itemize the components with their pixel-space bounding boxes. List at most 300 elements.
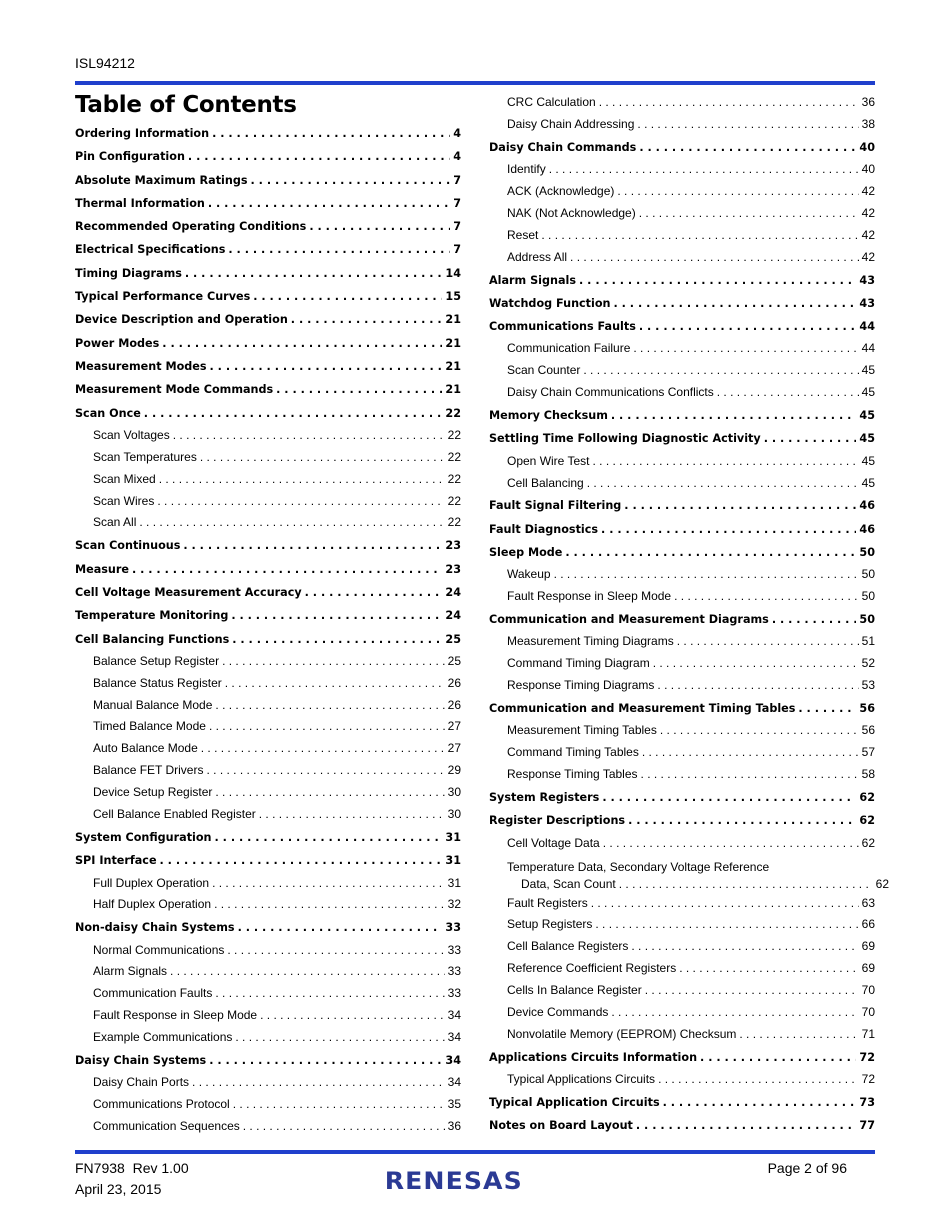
toc-entry-title: Timed Balance Mode [93, 719, 206, 734]
dot-leader [614, 292, 857, 315]
toc-entry-title: Daisy Chain Communications Conflicts [507, 385, 714, 400]
dot-leader [188, 145, 450, 168]
toc-page-number: 24 [445, 609, 461, 623]
toc-entry-title: Cell Balance Enabled Register [93, 807, 256, 822]
dot-leader [159, 469, 445, 491]
toc-entry[interactable] [489, 809, 875, 832]
toc-entry-title: Scan Temperatures [93, 449, 197, 464]
toc-entry-title: Fault Diagnostics [489, 522, 599, 536]
toc-entry[interactable] [75, 447, 461, 469]
toc-entry[interactable] [75, 804, 461, 826]
toc-page-number: 70 [861, 983, 875, 998]
dot-leader [238, 916, 443, 939]
dot-leader [162, 332, 442, 355]
toc-entry[interactable] [75, 1072, 461, 1094]
toc-entry[interactable] [75, 628, 461, 651]
toc-page-number: 70 [861, 1005, 875, 1020]
toc-page-number: 30 [447, 785, 461, 800]
toc-entry-title: Fault Response in Sleep Mode [507, 589, 672, 604]
toc-page-number: 63 [861, 895, 875, 910]
toc-entry[interactable] [75, 512, 461, 534]
toc-entry[interactable] [75, 604, 461, 627]
dot-leader [541, 225, 858, 247]
toc-entry[interactable] [75, 961, 461, 983]
toc-entry[interactable] [489, 494, 875, 517]
toc-page-number: 50 [861, 567, 875, 582]
toc-entry[interactable] [75, 760, 461, 782]
dot-leader [276, 378, 442, 401]
toc-entry-title: Command Timing Diagram [507, 656, 650, 671]
dot-leader [235, 1027, 444, 1049]
toc-entry[interactable] [75, 558, 461, 581]
toc-page-number: 31 [445, 830, 461, 844]
toc-entry-title: Alarm Signals [489, 273, 577, 287]
toc-entry[interactable] [489, 159, 875, 181]
toc-entry-title: Scan Wires [93, 493, 155, 508]
toc-page-number: 22 [447, 449, 461, 464]
doc-date: April 23, 2015 [75, 1181, 162, 1197]
toc-entry[interactable] [489, 1002, 875, 1024]
toc-entry-title: Wakeup [507, 567, 551, 582]
dot-leader [565, 541, 856, 564]
dot-leader [660, 720, 859, 742]
toc-page-number: 23 [445, 562, 461, 576]
toc-entry[interactable] [75, 192, 461, 215]
toc-entry[interactable] [75, 873, 461, 895]
toc-page-number: 33 [447, 986, 461, 1001]
toc-entry-title: Scan Once [75, 406, 141, 420]
toc-entry[interactable] [75, 378, 461, 401]
dot-leader [631, 936, 858, 958]
dot-leader [674, 586, 859, 608]
toc-entry[interactable] [75, 826, 461, 849]
dot-leader [617, 181, 858, 203]
toc-entry-title: Pin Configuration [75, 150, 185, 164]
dot-leader [253, 285, 442, 308]
toc-entry[interactable] [489, 742, 875, 764]
toc-page-number: 21 [445, 336, 461, 350]
toc-entry[interactable] [489, 564, 875, 586]
dot-leader [619, 876, 873, 892]
footer-rule [75, 1150, 875, 1154]
toc-page-number: 31 [445, 854, 461, 868]
toc-entry[interactable] [75, 425, 461, 447]
dot-leader [663, 1091, 857, 1114]
toc-entry-title: Auto Balance Mode [93, 741, 198, 756]
dot-leader [592, 451, 858, 473]
dot-leader [232, 628, 442, 651]
toc-entry-title: Open Wire Test [507, 453, 590, 468]
toc-page-number: 21 [445, 313, 461, 327]
document-id: ISL94212 [75, 55, 135, 71]
toc-entry[interactable] [489, 936, 875, 958]
toc-page-number: 34 [445, 1054, 461, 1068]
toc-entry[interactable] [75, 1027, 461, 1049]
toc-entry[interactable] [75, 916, 461, 939]
dot-leader [591, 893, 859, 915]
toc-entry[interactable] [489, 541, 875, 564]
toc-entry-title: Register Descriptions [489, 814, 626, 828]
toc-entry[interactable] [75, 238, 461, 261]
dot-leader [291, 308, 443, 331]
toc-entry-title: Sleep Mode [489, 546, 563, 560]
toc-page-number: 27 [447, 719, 461, 734]
dot-leader [183, 534, 442, 557]
toc-entry[interactable] [75, 983, 461, 1005]
toc-entry[interactable] [489, 473, 875, 495]
toc-entry[interactable] [489, 518, 875, 541]
doc-revision: FN7938 Rev 1.00 [75, 1160, 189, 1176]
toc-entry-title: Measurement Modes [75, 359, 207, 373]
dot-leader [798, 697, 856, 720]
toc-page-number: 21 [445, 359, 461, 373]
toc-entry[interactable] [489, 292, 875, 315]
toc-entry[interactable] [75, 169, 461, 192]
toc-entry-title: Recommended Operating Conditions [75, 220, 307, 234]
toc-entry[interactable] [75, 716, 461, 738]
toc-entry[interactable] [75, 402, 461, 425]
toc-entry[interactable] [75, 469, 461, 491]
toc-entry[interactable] [489, 1024, 875, 1046]
toc-entry-title: Temperature Monitoring [75, 609, 229, 623]
toc-page-number: 7 [453, 220, 461, 234]
toc-entry-title: ACK (Acknowledge) [507, 183, 615, 198]
toc-entry-title: Communications Faults [489, 320, 636, 334]
dot-leader [309, 215, 450, 238]
toc-entry[interactable] [75, 145, 461, 168]
toc-entry-title: System Registers [489, 791, 600, 805]
toc-page-number: 69 [861, 961, 875, 976]
dot-leader [208, 192, 450, 215]
dot-leader [639, 203, 859, 225]
toc-entry[interactable] [75, 940, 461, 962]
toc-page-number: 62 [861, 835, 875, 850]
toc-entry[interactable] [489, 653, 875, 675]
dot-leader [259, 804, 445, 826]
toc-entry[interactable] [489, 893, 875, 915]
dot-leader [554, 564, 859, 586]
toc-entry-title: Scan Mixed [93, 471, 156, 486]
dot-leader [185, 262, 443, 285]
toc-entry[interactable] [75, 215, 461, 238]
dot-leader [642, 742, 859, 764]
dot-leader [170, 961, 445, 983]
dot-leader [601, 518, 856, 541]
toc-page-number: 36 [861, 95, 875, 109]
header-rule [75, 81, 875, 85]
toc-entry-title: Fault Response in Sleep Mode [93, 1008, 258, 1023]
toc-entry[interactable] [489, 764, 875, 786]
toc-page-number: 56 [859, 702, 875, 716]
toc-page-number: 22 [447, 471, 461, 486]
toc-page-number: 7 [453, 196, 461, 210]
toc-entry[interactable] [489, 1046, 875, 1069]
toc-entry[interactable] [489, 675, 875, 697]
toc-entry-title: CRC Calculation [507, 95, 596, 109]
toc-entry[interactable] [75, 894, 461, 916]
dot-leader [144, 402, 443, 425]
toc-entry-title: Scan Voltages [93, 427, 170, 442]
toc-page-number: 21 [445, 383, 461, 397]
dot-leader [231, 604, 442, 627]
dot-leader [599, 92, 859, 114]
toc-page-number: 22 [447, 493, 461, 508]
toc-entry[interactable] [489, 382, 875, 404]
toc-entry-title: Typical Application Circuits [489, 1095, 660, 1109]
toc-entry-title: Command Timing Tables [507, 745, 639, 760]
toc-entry[interactable] [489, 247, 875, 269]
toc-page-number: 32 [447, 897, 461, 912]
toc-entry[interactable] [489, 203, 875, 225]
toc-entry[interactable] [489, 631, 875, 653]
toc-page-number: 45 [859, 432, 875, 446]
toc-entry-title: Timing Diagrams [75, 266, 182, 280]
toc-entry-title: Daisy Chain Systems [75, 1054, 207, 1068]
toc-entry[interactable] [489, 786, 875, 809]
toc-entry-title: Scan All [93, 515, 137, 530]
dot-leader [215, 695, 444, 717]
toc-entry-title: Settling Time Following Diagnostic Activity [489, 432, 761, 446]
toc-page-number: 23 [445, 539, 461, 553]
dot-leader [173, 425, 445, 447]
dot-leader [214, 894, 445, 916]
dot-leader [583, 360, 858, 382]
toc-page-number: 58 [861, 767, 875, 782]
dot-leader [624, 494, 856, 517]
toc-entry[interactable] [489, 855, 889, 893]
toc-entry[interactable] [489, 833, 875, 855]
toc-entry-title: Scan Continuous [75, 539, 181, 553]
toc-entry[interactable] [489, 404, 875, 427]
toc-entry[interactable] [489, 1091, 875, 1114]
dot-leader [579, 269, 856, 292]
toc-page-number: 42 [861, 183, 875, 198]
toc-entry-title: Fault Signal Filtering [489, 499, 622, 513]
dot-leader [658, 1069, 859, 1091]
toc-entry[interactable] [75, 534, 461, 557]
toc-page-number: 42 [861, 249, 875, 264]
dot-leader [192, 1072, 445, 1094]
toc-entry-title: Memory Checksum [489, 409, 608, 423]
dot-leader [653, 653, 859, 675]
dot-leader [243, 1116, 445, 1138]
toc-entry[interactable] [75, 651, 461, 673]
toc-page-number: 40 [861, 162, 875, 177]
toc-entry-title: Cell Balance Registers [507, 939, 629, 954]
page-number: Page 2 of 96 [767, 1160, 847, 1176]
toc-page-number: 25 [445, 632, 461, 646]
toc-page-number: 30 [447, 807, 461, 822]
toc-entry[interactable] [489, 269, 875, 292]
toc-entry[interactable] [75, 308, 461, 331]
toc-page-number: 56 [861, 723, 875, 738]
toc-entry-title: Non-daisy Chain Systems [75, 921, 235, 935]
toc-entry[interactable] [75, 581, 461, 604]
toc-entry-title: Typical Performance Curves [75, 290, 251, 304]
toc-entry[interactable] [489, 427, 875, 450]
toc-entry-title: Electrical Specifications [75, 243, 226, 257]
toc-entry[interactable] [489, 225, 875, 247]
toc-page-number: 52 [861, 656, 875, 671]
toc-page-number: 26 [447, 697, 461, 712]
dot-leader [212, 873, 445, 895]
dot-leader [603, 833, 859, 855]
toc-page-number: 72 [861, 1072, 875, 1087]
toc-entry-title: Reference Coefficient Registers [507, 961, 677, 976]
toc-entry[interactable] [75, 332, 461, 355]
toc-page-number: 45 [859, 409, 875, 423]
toc-entry-title: SPI Interface [75, 854, 157, 868]
toc-entry-title: System Configuration [75, 830, 212, 844]
toc-page-number: 72 [859, 1050, 875, 1064]
toc-page-number: 35 [447, 1097, 461, 1112]
toc-entry[interactable] [489, 914, 875, 936]
dot-leader [628, 809, 856, 832]
toc-entry-title: Cell Voltage Data [507, 835, 600, 850]
toc-entry[interactable] [489, 1114, 875, 1137]
toc-entry[interactable] [75, 122, 461, 145]
toc-page-number: 40 [859, 140, 875, 154]
toc-entry[interactable] [489, 315, 875, 338]
toc-entry[interactable] [489, 360, 875, 382]
dot-leader [717, 382, 859, 404]
dot-leader [587, 473, 859, 495]
toc-entry[interactable] [75, 849, 461, 872]
toc-entry[interactable] [489, 92, 875, 114]
toc-entry-title: Measurement Timing Tables [507, 723, 657, 738]
toc-entry[interactable] [489, 586, 875, 608]
toc-page-number: 44 [859, 320, 875, 334]
toc-entry[interactable] [489, 980, 875, 1002]
dot-leader [225, 673, 445, 695]
toc-entry-title: Cell Balancing [507, 475, 584, 490]
toc-entry[interactable] [75, 1094, 461, 1116]
toc-entry-title: Temperature Data, Secondary Voltage Reference [507, 859, 770, 874]
toc-entry-title: Normal Communications [93, 942, 225, 957]
page-title: Table of Contents [75, 92, 297, 118]
dot-leader [215, 826, 443, 849]
toc-page-number: 45 [861, 475, 875, 490]
dot-leader [739, 1024, 858, 1046]
toc-page-number: 22 [447, 427, 461, 442]
dot-leader [228, 238, 450, 261]
toc-entry[interactable] [75, 1049, 461, 1072]
toc-entry[interactable] [75, 285, 461, 308]
toc-entry[interactable] [75, 1116, 461, 1138]
toc-entry-title: Example Communications [93, 1030, 233, 1045]
dot-leader [260, 1005, 445, 1027]
dot-leader [215, 983, 444, 1005]
toc-page-number: 73 [859, 1095, 875, 1109]
toc-entry[interactable] [489, 958, 875, 980]
toc-entry[interactable] [489, 338, 875, 360]
toc-entry[interactable] [489, 720, 875, 742]
toc-page-number: 62 [875, 876, 889, 891]
toc-entry[interactable] [75, 782, 461, 804]
dot-leader [160, 849, 443, 872]
toc-page-number: 36 [447, 1119, 461, 1134]
toc-page-number: 26 [447, 675, 461, 690]
toc-entry-title: Absolute Maximum Ratings [75, 173, 248, 187]
toc-page-number: 43 [859, 296, 875, 310]
toc-page-number: 53 [861, 678, 875, 693]
toc-page-number: 45 [861, 453, 875, 468]
toc-page-number: 45 [861, 363, 875, 378]
toc-entry-title: Thermal Information [75, 196, 205, 210]
toc-entry-title: Balance Setup Register [93, 653, 220, 668]
toc-entry-title: Measurement Timing Diagrams [507, 634, 674, 649]
dot-leader [215, 782, 444, 804]
dot-leader [209, 716, 445, 738]
toc-entry-title: Nonvolatile Memory (EEPROM) Checksum [507, 1026, 737, 1041]
toc-entry[interactable] [75, 262, 461, 285]
toc-page-number: 33 [447, 942, 461, 957]
toc-entry[interactable] [75, 738, 461, 760]
toc-entry[interactable] [489, 608, 875, 631]
toc-entry-title: Identify [507, 162, 546, 177]
toc-entry-title: Ordering Information [75, 127, 210, 140]
toc-entry-title: Balance Status Register [93, 675, 222, 690]
toc-entry[interactable] [489, 114, 875, 136]
toc-entry-title: Daisy Chain Addressing [507, 116, 635, 131]
toc-entry[interactable] [75, 695, 461, 717]
dot-leader [633, 338, 858, 360]
dot-leader [637, 114, 858, 136]
toc-entry[interactable] [75, 491, 461, 513]
dot-leader [222, 651, 445, 673]
toc-page-number: 15 [445, 290, 461, 304]
toc-entry[interactable] [489, 697, 875, 720]
dot-leader [227, 940, 444, 962]
toc-page-number: 44 [861, 341, 875, 356]
dot-leader [201, 738, 445, 760]
toc-entry-title-cont: Data, Scan Count [521, 876, 616, 891]
toc-entry[interactable] [75, 1005, 461, 1027]
toc-page-number: 7 [453, 173, 461, 187]
toc-entry[interactable] [489, 451, 875, 473]
dot-leader [611, 404, 857, 427]
toc-entry-title: Fault Registers [507, 895, 588, 910]
toc-page-number: 50 [859, 546, 875, 560]
toc-entry-title: Daisy Chain Commands [489, 140, 637, 154]
toc-page-number: 25 [447, 653, 461, 668]
dot-leader [641, 764, 859, 786]
toc-page-number: 4 [453, 150, 461, 164]
toc-page-number: 34 [447, 1008, 461, 1023]
toc-entry[interactable] [489, 136, 875, 159]
toc-page-number: 69 [861, 939, 875, 954]
toc-entry[interactable] [75, 673, 461, 695]
toc-entry[interactable] [75, 355, 461, 378]
toc-entry[interactable] [489, 1069, 875, 1091]
dot-leader [570, 247, 859, 269]
toc-entry[interactable] [489, 181, 875, 203]
dot-leader [132, 558, 442, 581]
toc-page-number: 66 [861, 917, 875, 932]
toc-page-number: 71 [861, 1026, 875, 1041]
dot-leader [679, 958, 858, 980]
toc-page-number: 34 [447, 1075, 461, 1090]
toc-page-number: 77 [859, 1119, 875, 1133]
toc-page-number: 38 [861, 116, 875, 131]
toc-page-number: 34 [447, 1030, 461, 1045]
toc-entry-title: Address All [507, 249, 568, 264]
toc-page-number: 33 [447, 964, 461, 979]
toc-page-number: 51 [861, 634, 875, 649]
toc-entry-title: Watchdog Function [489, 296, 611, 310]
toc-page-number: 42 [861, 227, 875, 242]
toc-page-number: 24 [445, 585, 461, 599]
